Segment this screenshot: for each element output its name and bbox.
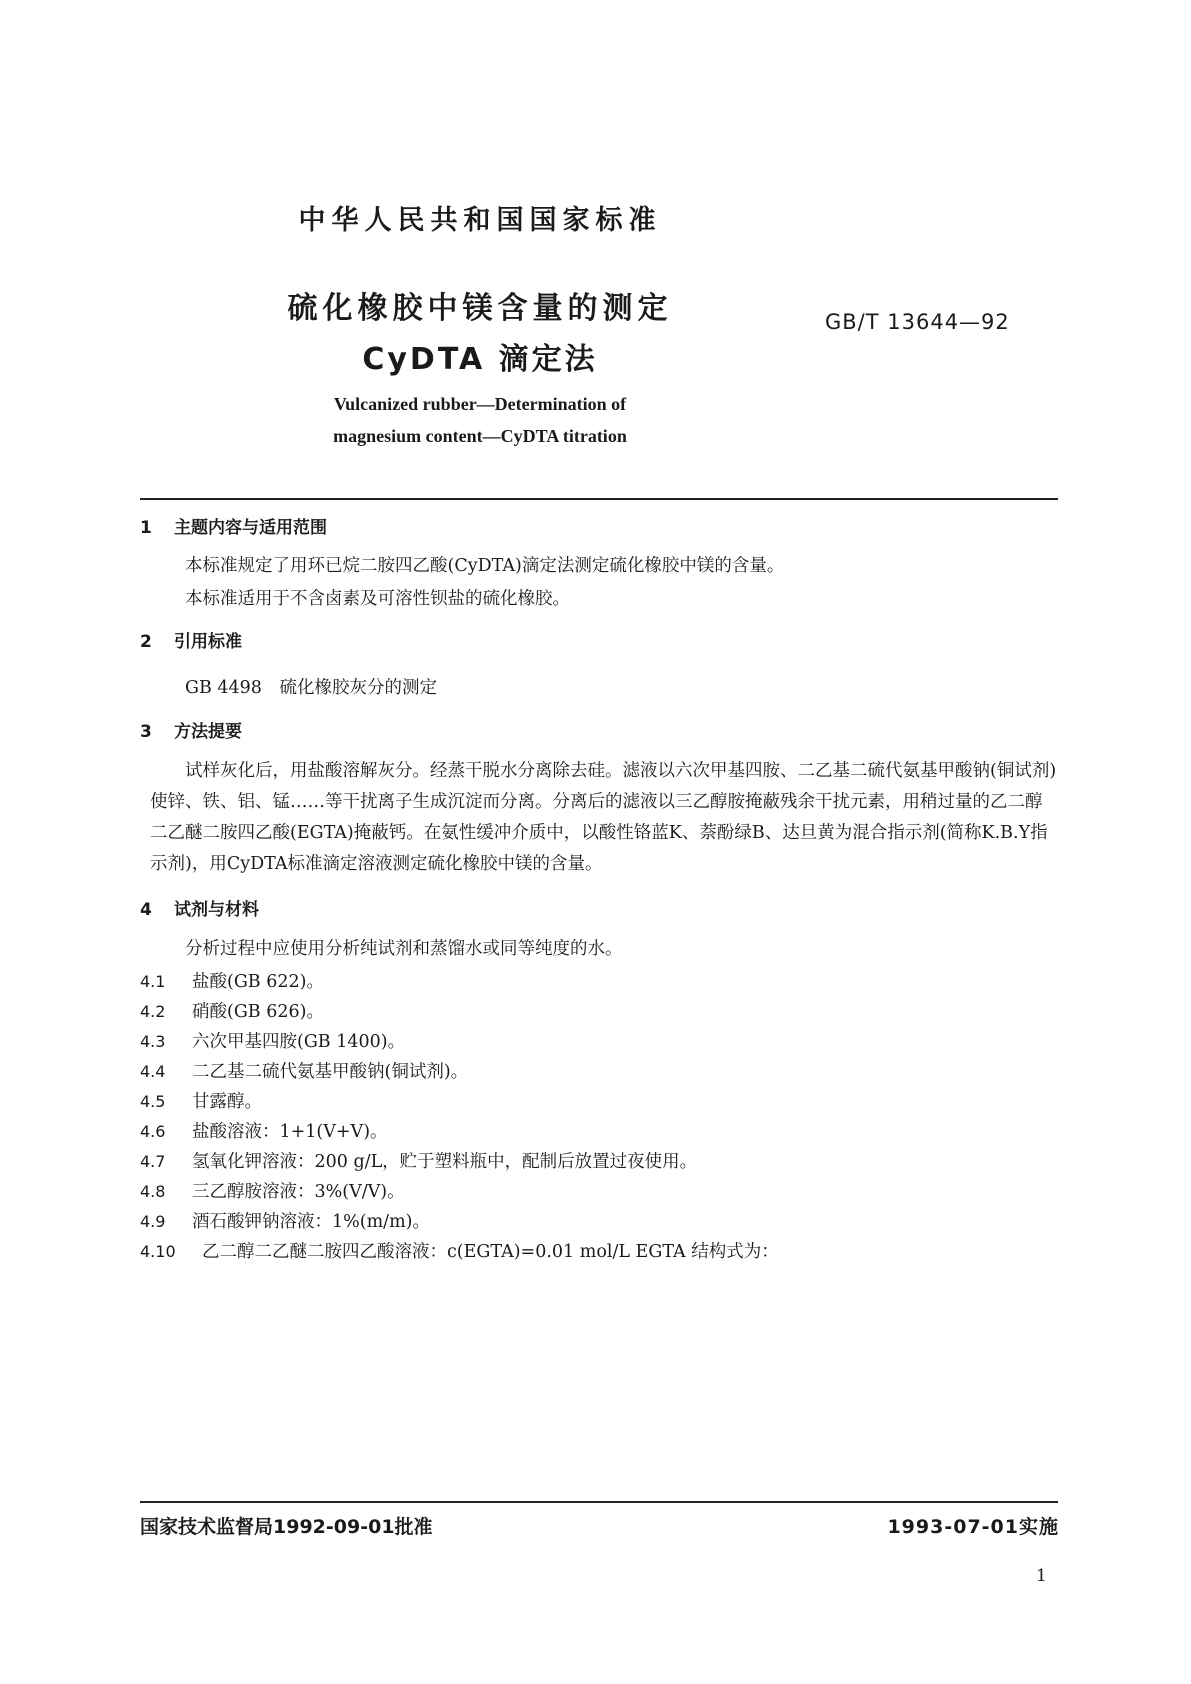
section-title: 试剂与材料 — [174, 900, 259, 920]
list-item — [140, 968, 324, 993]
effective-date: 1993-07-01实施 — [887, 1516, 1059, 1538]
item-number: 4.6 — [140, 1122, 166, 1141]
item-text: 乙二醇二乙醚二胺四乙酸溶液：c(EGTA)=0.01 mol/L EGTA 结构式为： — [202, 1242, 779, 1262]
list-item — [140, 1118, 388, 1143]
list-item — [140, 1148, 697, 1173]
section-number: 4 — [140, 900, 152, 920]
list-item — [140, 1208, 430, 1233]
section-number: 3 — [140, 722, 152, 742]
section-1-paragraph-2: 本标准适用于不含卤素及可溶性钡盐的硫化橡胶。 — [185, 589, 570, 609]
section-1-paragraph-1: 本标准规定了用环已烷二胺四乙酸(CyDTA)滴定法测定硫化橡胶中镁的含量。 — [185, 556, 785, 576]
list-item — [140, 1088, 262, 1113]
item-text: 二乙基二硫代氨基甲酸钠(铜试剂)。 — [192, 1062, 469, 1082]
item-number: 4.9 — [140, 1212, 166, 1231]
item-number: 4.10 — [140, 1242, 176, 1261]
list-item — [140, 1058, 468, 1083]
item-text: 三乙醇胺溶液：3%(V/V)。 — [192, 1182, 405, 1202]
section-title: 方法提要 — [174, 722, 242, 742]
section-4-intro: 分析过程中应使用分析纯试剂和蒸馏水或同等纯度的水。 — [185, 939, 623, 959]
item-text: 六次甲基四胺(GB 1400)。 — [192, 1032, 406, 1052]
item-text: 氢氧化钾溶液：200 g/L，贮于塑料瓶中，配制后放置过夜使用。 — [192, 1152, 698, 1172]
standard-code: GB/T 13644—92 — [825, 310, 1010, 334]
item-text: 盐酸溶液：1+1(V+V)。 — [192, 1122, 388, 1142]
item-number: 4.7 — [140, 1152, 166, 1171]
item-text: 硝酸(GB 626)。 — [192, 1002, 324, 1022]
document-subtitle: CyDTA 滴定法 — [362, 342, 598, 377]
list-item — [140, 1238, 779, 1263]
item-number: 4.4 — [140, 1062, 166, 1081]
item-number: 4.3 — [140, 1032, 166, 1051]
list-item — [140, 1178, 405, 1203]
list-item — [140, 998, 324, 1023]
section-3-heading — [140, 717, 242, 742]
section-1-heading — [140, 513, 327, 538]
section-number: 1 — [140, 518, 152, 538]
english-title-line2: magnesium content—CyDTA titration — [333, 426, 627, 446]
page-number: 1 — [1036, 1566, 1047, 1586]
section-2-reference: GB 4498 硫化橡胶灰分的测定 — [185, 678, 437, 698]
item-number: 4.5 — [140, 1092, 166, 1111]
item-number: 4.8 — [140, 1182, 166, 1201]
english-title-line1: Vulcanized rubber—Determination of — [333, 394, 627, 414]
list-item — [140, 1028, 405, 1053]
item-number: 4.1 — [140, 972, 166, 991]
national-standard-heading: 中华人民共和国国家标准 — [298, 205, 662, 236]
section-title: 引用标准 — [174, 632, 242, 652]
section-title: 主题内容与适用范围 — [174, 518, 327, 538]
section-2-heading — [140, 627, 242, 652]
section-3-body: 试样灰化后，用盐酸溶解灰分。经蒸干脱水分离除去硅。滤液以六次甲基四胺、二乙基二硫代氨基甲酸钠(铜试剂)使锌、铁、铝、锰……等干扰离子生成沉淀而分离。分离后的滤液以三乙醇胺掩蔽残余干扰元素，用稍过量的乙二醇二乙醚二胺四乙酸(EGTA)掩蔽钙。在氨性缓冲介质中，以酸性铬蓝K、萘酚绿B、达旦黄为混合指示剂(简称K.B.Y指示剂)，用CyDTA标准滴定溶液测定硫化橡胶中镁的含量。 — [150, 761, 1057, 874]
document-title: 硫化橡胶中镁含量的测定 — [287, 291, 673, 326]
item-text: 盐酸(GB 622)。 — [192, 972, 324, 992]
section-4-heading — [140, 895, 259, 920]
approval-date: 国家技术监督局1992-09-01批准 — [140, 1516, 433, 1538]
item-text: 酒石酸钾钠溶液：1%(m/m)。 — [192, 1212, 431, 1232]
section-number: 2 — [140, 632, 152, 652]
header-divider — [140, 498, 1058, 500]
footer-divider — [140, 1501, 1058, 1503]
item-text: 甘露醇。 — [192, 1092, 262, 1112]
item-number: 4.2 — [140, 1002, 166, 1021]
